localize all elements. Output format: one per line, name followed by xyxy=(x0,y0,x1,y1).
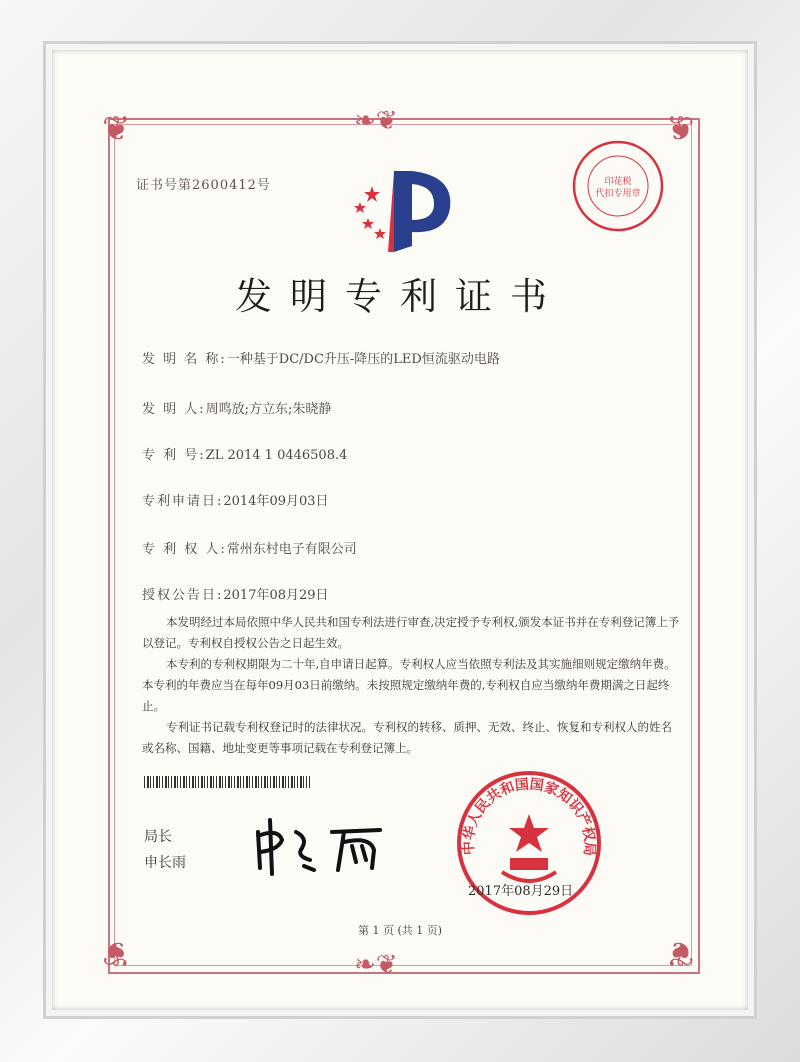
field-value: 常州东村电子有限公司 xyxy=(226,542,357,557)
corner-ornament-top-right: ❦ xyxy=(666,109,695,149)
certificate-body xyxy=(142,612,682,759)
issue-date: 2017年08月29日 xyxy=(468,884,574,899)
bottom-center-ornament: ❧❦ xyxy=(354,950,398,980)
field-application-date xyxy=(142,490,329,509)
body-paragraph: 专利证书记载专利权登记时的法律状况。专利权的转移、质押、无效、终止、恢复和专利权人的姓名或名称、国籍、地址变更等事项记载在专利登记簿上。 xyxy=(142,720,672,755)
svg-text:中华人民共和国国家知识产权局: 中华人民共和国国家知识产权局 xyxy=(460,776,598,857)
stamp-tax-seal xyxy=(568,136,668,236)
body-paragraph: 本专利的专利权期限为二十年,自申请日起算。专利权人应当依照专利法及其实施细则规定缴纳年费。本专利的年费应当在每年09月03日前缴纳。未按照规定缴纳年费的,专利权自应当缴纳年费期满之日起终止。 xyxy=(142,657,676,713)
field-value: 周鸣放;方立东;朱晓静 xyxy=(205,402,332,417)
body-paragraph: 本发明经过本局依照中华人民共和国专利法进行审查,决定授予专利权,颁发本证书并在专利登记簿上予以登记。专利权自授权公告之日起生效。 xyxy=(142,615,680,650)
field-value: ZL 2014 1 0446508.4 xyxy=(205,448,348,463)
certificate-paper xyxy=(58,56,742,1004)
field-inventors xyxy=(142,398,331,417)
handwritten-signature xyxy=(248,810,398,880)
field-label: 授权公告日: xyxy=(142,588,224,603)
barcode xyxy=(144,776,310,788)
corner-ornament-bottom-right: ❦ xyxy=(666,933,695,973)
field-value: 2017年08月29日 xyxy=(223,588,329,603)
field-patentee xyxy=(142,538,357,557)
page-number: 第 1 页 (共 1 页) xyxy=(357,924,443,937)
signer-title: 局长 xyxy=(144,829,172,845)
signer-name: 申长雨 xyxy=(144,855,186,871)
top-center-ornament: ❧❦ xyxy=(354,106,398,136)
field-grant-date xyxy=(142,584,329,603)
patent-office-logo-icon xyxy=(342,166,462,256)
corner-ornament-bottom-left: ❦ xyxy=(102,933,131,973)
certificate-number: 证书号第2600412号 xyxy=(136,178,271,193)
field-label: 专 利 权 人: xyxy=(142,542,227,557)
svg-text:代扣专用章: 代扣专用章 xyxy=(595,189,641,199)
field-value: 2014年09月03日 xyxy=(223,494,329,509)
field-label: 发 明 人: xyxy=(142,402,206,417)
field-value: 一种基于DC/DC升压-降压的LED恒流驱动电路 xyxy=(226,352,500,367)
field-invention-name xyxy=(142,348,500,367)
field-label: 专 利 号: xyxy=(142,448,206,463)
field-patent-number xyxy=(142,444,347,463)
field-label: 专利申请日: xyxy=(142,494,224,509)
svg-text:印花税: 印花税 xyxy=(604,177,632,187)
corner-ornament-top-left: ❦ xyxy=(102,109,131,149)
certificate-title: 发明专利证书 xyxy=(235,275,565,318)
field-label: 发 明 名 称: xyxy=(142,352,227,367)
